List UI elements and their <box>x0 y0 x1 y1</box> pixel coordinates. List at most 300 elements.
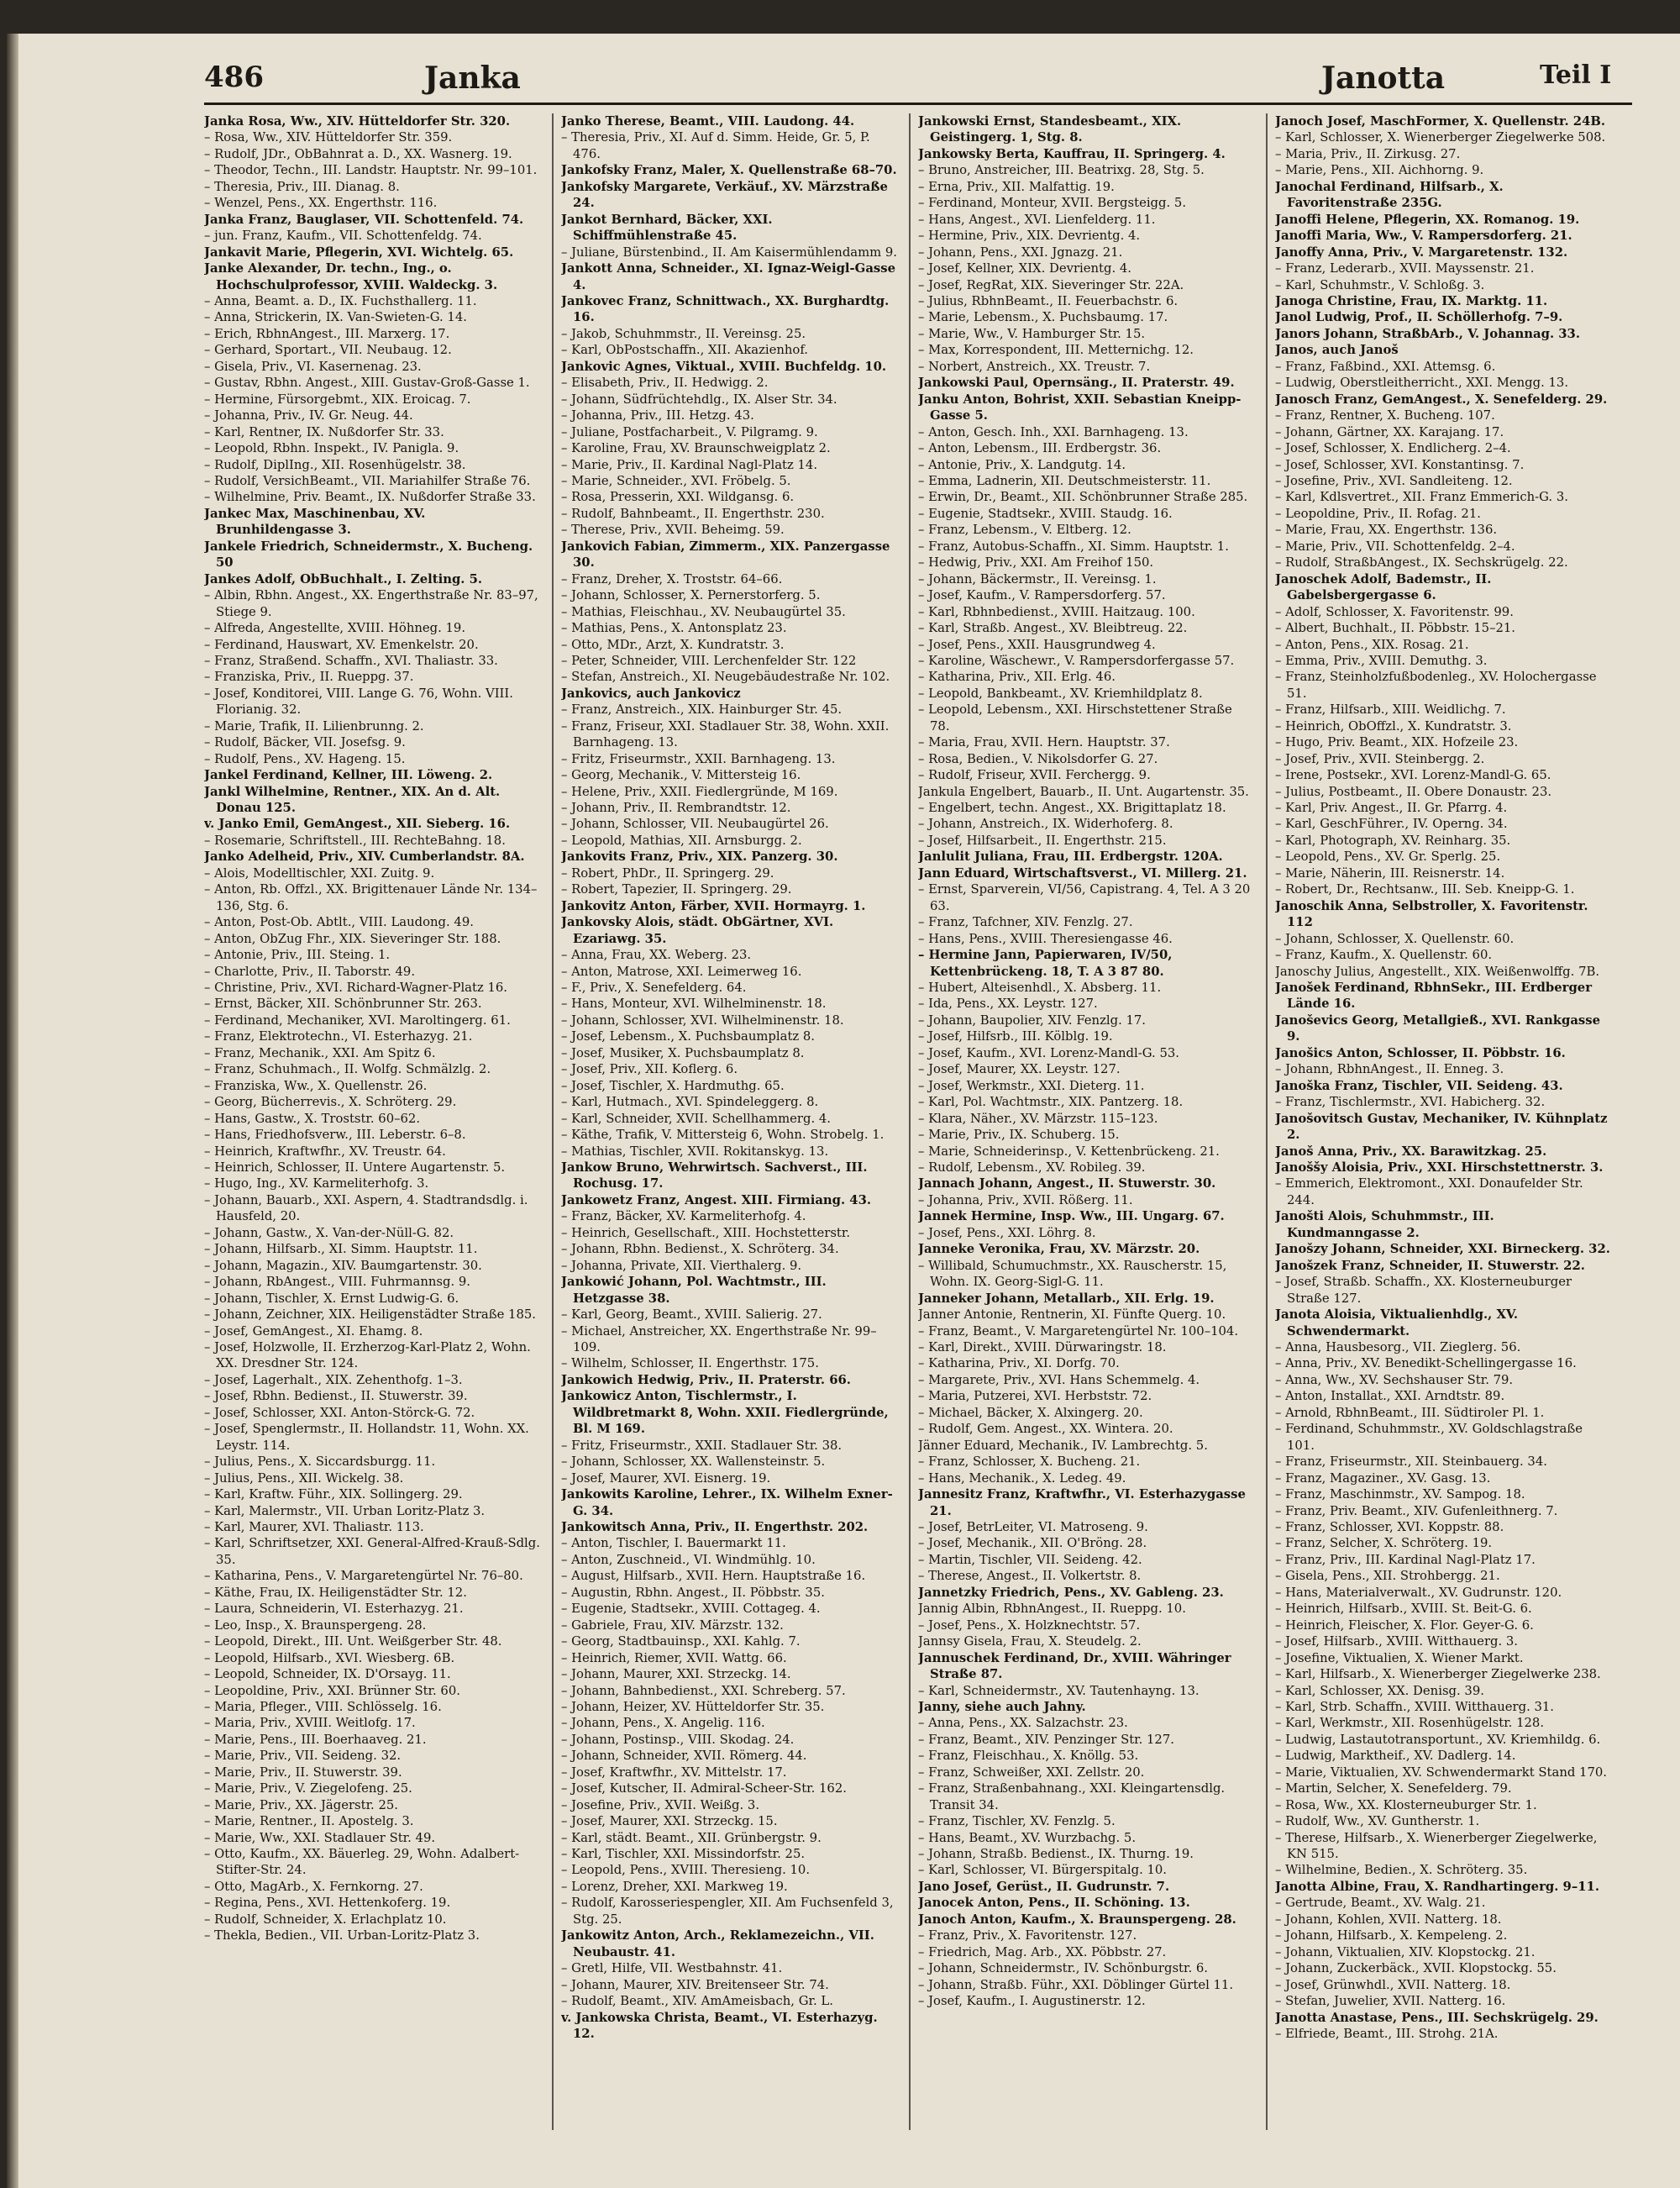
directory-entry: Jankowicz Anton, Tischlermstr., I. Wildbretmarkt 8, Wohn. XXII. Fiedlergründe, Bl. M 169. <box>561 1389 889 1437</box>
directory-entry: – Josef, Kaufm., V. Rampersdorferg. 57. <box>918 588 1166 603</box>
directory-entry: – Christine, Priv., XVI. Richard-Wagner-Platz 16. <box>204 981 507 996</box>
directory-entry: – Johann, Viktualien, XIV. Klopstockg. 21. <box>1275 1944 1536 1959</box>
directory-entry: – Norbert, Anstreich., XX. Treustr. 7. <box>918 359 1151 374</box>
directory-entry: Janota Aloisia, Viktualienhdlg., XV. Schwendermarkt. <box>1275 1307 1518 1339</box>
directory-entry: Jankovic Agnes, Viktual., XVIII. Buchfeldg. 10. <box>561 359 887 374</box>
directory-entry: – Josef, Maurer, XXI. Strzeckg. 15. <box>561 1814 778 1829</box>
directory-entry: – Marie, Schneider., XVI. Fröbelg. 5. <box>561 473 791 488</box>
directory-entry: – Leopold, Pens., XVIII. Theresieng. 10. <box>561 1863 811 1878</box>
directory-entry: – Karl, Kdlsvertret., XII. Franz Emmerich-G. 3. <box>1275 490 1568 505</box>
left-running-heading: Janka <box>424 60 521 96</box>
directory-entry: – Franz, Hilfsarb., XIII. Weidlichg. 7. <box>1275 702 1506 718</box>
directory-entry: – Josef, Kaufm., XVI. Lorenz-Mandl-G. 53. <box>918 1045 1179 1060</box>
directory-entry: – Martin, Selcher, X. Senefelderg. 79. <box>1275 1781 1512 1796</box>
directory-entry: – Josef, Kutscher, II. Admiral-Scheer-Str. 162. <box>561 1781 847 1796</box>
directory-entry: – Hans, Mechanik., X. Ledeg. 49. <box>918 1470 1126 1486</box>
directory-entry: – Franz, Anstreich., XIX. Hainburger Str. 45. <box>561 702 843 718</box>
directory-entry: – Charlotte, Priv., II. Taborstr. 49. <box>204 964 416 979</box>
directory-entry: – Heinrich, Riemer, XVII. Wattg. 66. <box>561 1650 787 1665</box>
directory-entry: – Hubert, Alteisenhdl., X. Absberg. 11. <box>918 981 1162 996</box>
directory-entry: – Anna, Priv., XV. Benedikt-Schellingergasse 16. <box>1275 1356 1577 1371</box>
directory-entry: – Johann, Maurer, XXI. Strzeckg. 14. <box>561 1667 791 1682</box>
directory-entry: – Franz, Rentner, X. Bucheng. 107. <box>1275 408 1495 423</box>
directory-entry: Jankot Bernhard, Bäcker, XXI. Schiffmühlenstraße 45. <box>561 212 773 244</box>
directory-entry: Jankovitz Anton, Färber, XVII. Hormayrg. 1. <box>561 898 866 913</box>
directory-entry: – Julius, RbhnBeamt., II. Feuerbachstr. 6. <box>918 293 1179 308</box>
directory-entry: – Karl, Straßb. Angest., XV. Bleibtreug. 22. <box>918 621 1188 636</box>
directory-entry: – Rudolf, DiplIng., XII. Rosenhügelstr. 38. <box>204 457 466 472</box>
directory-entry: – Franz, Priv., III. Kardinal Nagl-Platz 17. <box>1275 1552 1536 1567</box>
directory-entry: – Marie, Schneiderinsp., V. Kettenbrückeng. 21. <box>918 1144 1220 1159</box>
directory-entry: – Karl, Schlosser, VI. Bürgerspitalg. 10. <box>918 1863 1168 1878</box>
directory-entry: – Franz, Beamt., XIV. Penzinger Str. 127. <box>918 1732 1174 1747</box>
directory-entry: – Johann, RbAngest., VIII. Fuhrmannsg. 9. <box>204 1275 470 1290</box>
directory-entry: – Johanna, Priv., III. Hetzg. 43. <box>561 408 754 423</box>
directory-entry: – Ferdinand, Hauswart, XV. Emenkelstr. 20. <box>204 637 479 652</box>
directory-entry: – Otto, MagArb., X. Fernkorng. 27. <box>204 1879 423 1894</box>
directory-entry: Janoch Anton, Kaufm., X. Braunspergeng. 28. <box>918 1912 1236 1927</box>
directory-entry: – Karl, Werkmstr., XII. Rosenhügelstr. 128. <box>1275 1716 1545 1731</box>
directory-entry: – Karl, ObPostschaffn., XII. Akazienhof. <box>561 343 808 358</box>
directory-entry: – Franz, Magaziner., XV. Gasg. 13. <box>1275 1470 1491 1486</box>
directory-entry: Jankovich Fabian, Zimmerm., XIX. Panzergasse 30. <box>561 539 890 571</box>
directory-entry: Jann Eduard, Wirtschaftsverst., VI. Millerg. 21. <box>918 865 1247 881</box>
directory-entry: Janneker Johann, Metallarb., XII. Erlg. 19. <box>918 1291 1215 1306</box>
directory-entry: – Rudolf, Karosseriespengler, XII. Am Fuchsenfeld 3, Stg. 25. <box>561 1896 894 1927</box>
directory-entry: – Mathias, Tischler, XVII. Rokitanskyg. 13. <box>561 1144 829 1159</box>
directory-entry: – Franz, Lebensm., V. Eltberg. 12. <box>918 523 1131 538</box>
directory-entry: v. Jankowska Christa, Beamt., VI. Esterhazyg. 12. <box>561 2010 878 2042</box>
directory-entry: – Josef, Lagerhalt., XIX. Zehenthofg. 1–3. <box>204 1372 463 1387</box>
directory-entry: Jankula Engelbert, Bauarb., II. Unt. Augartenstr. 35. <box>918 784 1249 799</box>
directory-entry: – Leopold, Pens., XV. Gr. Sperlg. 25. <box>1275 849 1501 865</box>
directory-entry: – Karl, Georg, Beamt., XVIII. Salierig. 27. <box>561 1307 822 1323</box>
directory-entry: Janošek Ferdinand, RbhnSekr., III. Erdberger Lände 16. <box>1275 981 1592 1012</box>
directory-entry: Jankovics, auch Jankovicz <box>561 686 741 701</box>
directory-entry: – Franz, Beamt., V. Margaretengürtel Nr. 100–104. <box>918 1323 1239 1339</box>
directory-entry: – Marie, Pens., XII. Aichhorng. 9. <box>1275 163 1484 178</box>
directory-entry: Jankowski Paul, Opernsäng., II. Praterstr. 49. <box>918 376 1235 391</box>
directory-entry: – Johann, Tischler, X. Ernst Ludwig-G. 6. <box>204 1291 459 1306</box>
directory-entry: – Hugo, Priv. Beamt., XIX. Hofzeile 23. <box>1275 735 1519 750</box>
directory-entry: – Karl, Schlosser, XX. Denisg. 39. <box>1275 1683 1484 1698</box>
directory-entry: – Michael, Bäcker, X. Alxingerg. 20. <box>918 1405 1143 1420</box>
directory-entry: – Ludwig, Marktheif., XV. Dadlerg. 14. <box>1275 1749 1516 1764</box>
directory-entry: – Rudolf, Pens., XV. Hageng. 15. <box>204 751 406 766</box>
directory-entry: – Marie, Priv., VII. Schottenfeldg. 2–4. <box>1275 539 1515 554</box>
directory-entry: – Martin, Tischler, VII. Seideng. 42. <box>918 1552 1142 1567</box>
directory-entry: – Gabriele, Frau, XIV. Märzstr. 132. <box>561 1617 784 1633</box>
directory-entry: – Ferdinand, Monteur, XVII. Bergsteigg. 5. <box>918 196 1187 211</box>
directory-entry: – Josef, Rbhn. Bedienst., II. Stuwerstr. 39. <box>204 1389 468 1404</box>
directory-page <box>7 34 1680 2188</box>
directory-entry: – Johann, Magazin., XIV. Baumgartenstr. 30. <box>204 1258 482 1273</box>
directory-entry: – Katharina, Priv., XI. Dorfg. 70. <box>918 1356 1120 1371</box>
directory-entry: Jankes Adolf, ObBuchhalt., I. Zelting. 5. <box>204 571 483 586</box>
directory-entry: – Marie, Priv., XX. Jägerstr. 25. <box>204 1797 398 1812</box>
directory-entry: – Engelbert, techn. Angest., XX. Brigittaplatz 18. <box>918 801 1226 816</box>
directory-entry: – Leo, Insp., X. Braunspergeng. 28. <box>204 1617 427 1633</box>
directory-entry: – Leopold, Schneider, IX. D'Orsayg. 11. <box>204 1667 451 1682</box>
directory-entry: – Bruno, Anstreicher, III. Beatrixg. 28, Stg. 5. <box>918 163 1205 178</box>
directory-entry: – Ida, Pens., XX. Leystr. 127. <box>918 997 1098 1012</box>
directory-entry: – Wilhelmine, Bedien., X. Schröterg. 35. <box>1275 1863 1528 1878</box>
directory-entry: – Ernst, Sparverein, VI/56, Capistrang. 4, Tel. A 3 20 63. <box>918 882 1251 913</box>
directory-entry: – Josef, Priv., XVII. Steinbergg. 2. <box>1275 751 1485 766</box>
directory-entry: Jankowetz Franz, Angest. XIII. Firmiang. 43. <box>561 1192 872 1207</box>
directory-entry: – Anton, Rb. Offzl., XX. Brigittenauer Lände Nr. 134–136, Stg. 6. <box>204 882 538 913</box>
directory-entry: – Josef, Schlosser, XXI. Anton-Störck-G. 72. <box>204 1405 475 1420</box>
directory-entry: – Eugenie, Stadtsekr., XVIII. Staudg. 16. <box>918 506 1173 521</box>
directory-entry: – Johann, Pens., X. Angelig. 116. <box>561 1716 765 1731</box>
directory-entry: – Hans, Beamt., XV. Wurzbachg. 5. <box>918 1830 1137 1845</box>
directory-entry: – Franz, Bäcker, XV. Karmeliterhofg. 4. <box>561 1209 806 1224</box>
directory-entry: Jankofsky Franz, Maler, X. Quellenstraße 68–70. <box>561 163 897 178</box>
directory-entry: Jannek Hermine, Insp. Ww., III. Ungarg. 67. <box>918 1209 1225 1224</box>
directory-entry: – Johanna, Private, XII. Vierthalerg. 9. <box>561 1258 802 1273</box>
directory-entry: – Julius, Pens., X. Siccardsburgg. 11. <box>204 1454 436 1470</box>
directory-entry: – Franz, Faßbind., XXI. Attemsg. 6. <box>1275 359 1496 374</box>
directory-entry: – Franz, Elektrotechn., VI. Esterhazyg. 21. <box>204 1029 473 1044</box>
directory-entry: – Augustin, Rbhn. Angest., II. Pöbbstr. 35. <box>561 1585 825 1600</box>
directory-entry: – Franz, Friseurmstr., XII. Steinbauerg. 34. <box>1275 1454 1547 1470</box>
column-3 <box>918 113 1254 2130</box>
directory-entry: – Antonie, Priv., X. Landgutg. 14. <box>918 457 1126 472</box>
directory-entry: – Rosa, Bedien., V. Nikolsdorfer G. 27. <box>918 751 1158 766</box>
directory-entry: Janors Johann, StraßbArb., V. Johannag. 33. <box>1275 326 1581 341</box>
directory-entry: – Franziska, Ww., X. Quellenstr. 26. <box>204 1078 428 1093</box>
directory-entry: – Wilhelm, Schlosser, II. Engerthstr. 175. <box>561 1356 819 1371</box>
directory-entry: – Juliane, Postfacharbeit., V. Pilgramg. 9. <box>561 424 818 439</box>
directory-entry: – Karl, Schriftsetzer, XXI. General-Alfred-Krauß-Sdlg. 35. <box>204 1536 540 1567</box>
directory-entry: Janoga Christine, Frau, IX. Marktg. 11. <box>1275 293 1548 308</box>
directory-entry: Janol Ludwig, Prof., II. Schöllerhofg. 7–9. <box>1275 310 1563 325</box>
directory-entry: – Franziska, Priv., II. Rueppg. 37. <box>204 670 414 685</box>
directory-entry: – Anton, Tischler, I. Bauermarkt 11. <box>561 1536 786 1551</box>
directory-entry: – Josef, Holzwolle, II. Erzherzog-Karl-Platz 2, Wohn. XX. Dresdner Str. 124. <box>204 1339 531 1371</box>
directory-entry: – Anton, Zuschneid., VI. Windmühlg. 10. <box>561 1552 816 1567</box>
directory-entry: – Emma, Priv., XVIII. Demuthg. 3. <box>1275 653 1488 668</box>
directory-entry: – Karl, Maurer, XVI. Thaliastr. 113. <box>204 1519 424 1534</box>
directory-entry: – Gisela, Pens., XII. Strohbergg. 21. <box>1275 1569 1500 1584</box>
directory-entry: – Johann, Bahnbedienst., XXI. Schreberg. 57. <box>561 1683 846 1698</box>
directory-columns <box>204 113 1632 2130</box>
directory-entry: – Franz, Tischler, XV. Fenzlg. 5. <box>918 1814 1116 1829</box>
directory-entry: – Anna, Beamt. a. D., IX. Fuchsthallerg. 11. <box>204 293 477 308</box>
directory-entry: – Karl, Strb. Schaffn., XVIII. Witthauerg. 31. <box>1275 1699 1555 1714</box>
directory-entry: Janocek Anton, Pens., II. Schöning. 13. <box>918 1896 1190 1911</box>
directory-entry: – Hedwig, Priv., XXI. Am Freihof 150. <box>918 555 1154 571</box>
directory-entry: – Gretl, Hilfe, VII. Westbahnstr. 41. <box>561 1961 783 1976</box>
directory-entry: – Anna, Strickerin, IX. Van-Swieten-G. 14. <box>204 310 467 325</box>
directory-entry: – Josef, GemAngest., XI. Ehamg. 8. <box>204 1323 423 1339</box>
directory-entry: – Rudolf, JDr., ObBahnrat a. D., XX. Wasnerg. 19. <box>204 146 512 161</box>
column-divider <box>1266 113 1268 2130</box>
directory-entry: – Karl, Kraftw. Führ., XIX. Sollingerg. 29. <box>204 1487 463 1502</box>
directory-entry: – Hans, Gastw., X. Troststr. 60–62. <box>204 1111 421 1126</box>
directory-entry: Jannuschek Ferdinand, Dr., XVIII. Währinger Straße 87. <box>918 1650 1231 1682</box>
column-1 <box>204 113 540 2130</box>
directory-entry: – Leopold, Hilfsarb., XVI. Wiesberg. 6B. <box>204 1650 455 1665</box>
directory-entry: – Ludwig, Lastautotransportunt., XV. Kriemhildg. 6. <box>1275 1732 1601 1747</box>
directory-entry: – Rudolf, StraßbAngest., IX. Sechskrügelg. 22. <box>1275 555 1568 571</box>
directory-entry: Janner Antonie, Rentnerin, XI. Fünfte Querg. 10. <box>918 1307 1226 1323</box>
directory-entry: – Rudolf, Bahnbeamt., II. Engerthstr. 230. <box>561 506 825 521</box>
directory-entry: – Anton, Installat., XXI. Arndtstr. 89. <box>1275 1389 1505 1404</box>
directory-entry: – Josef, Hilfsarbeit., II. Engerthstr. 215. <box>918 833 1167 848</box>
directory-entry: Jankowich Hedwig, Priv., II. Praterstr. 66. <box>561 1372 851 1387</box>
directory-entry: – Therese, Angest., II. Volkertstr. 8. <box>918 1569 1142 1584</box>
directory-entry: – Elisabeth, Priv., II. Hedwigg. 2. <box>561 376 769 391</box>
directory-entry: – Johann, Kohlen, XVII. Natterg. 18. <box>1275 1912 1502 1927</box>
directory-entry: – Gisela, Priv., VI. Kasernenag. 23. <box>204 359 422 374</box>
directory-entry: – Albin, Rbhn. Angest., XX. Engerthstraße Nr. 83–97, Stiege 9. <box>204 588 538 619</box>
directory-entry: – Karl, Rentner, IX. Nußdorfer Str. 33. <box>204 424 444 439</box>
directory-entry: – Franz, Fleischhau., X. Knöllg. 53. <box>918 1749 1139 1764</box>
directory-entry: – Johann, Südfrüchtehdlg., IX. Alser Str. 34. <box>561 392 837 407</box>
directory-entry: – Hugo, Ing., XV. Karmeliterhofg. 3. <box>204 1176 429 1191</box>
directory-entry: Jankovec Franz, Schnittwach., XX. Burghardtg. 16. <box>561 293 890 325</box>
directory-entry: – Adolf, Schlosser, X. Favoritenstr. 99. <box>1275 604 1514 619</box>
directory-entry: Jankel Ferdinand, Kellner, III. Löweng. 2. <box>204 768 493 783</box>
directory-entry: – Josefine, Viktualien, X. Wiener Markt. <box>1275 1650 1524 1665</box>
directory-entry: – Karl, Schlosser, X. Wienerberger Ziegelwerke 508. <box>1275 130 1606 145</box>
directory-entry: Janke Alexander, Dr. techn., Ing., o. Hochschulprofessor, XVIII. Waldeckg. 3. <box>204 261 498 292</box>
directory-entry: – Ernst, Bäcker, XII. Schönbrunner Str. 263. <box>204 997 482 1012</box>
directory-entry: – Franz, Autobus-Schaffn., XI. Simm. Hauptstr. 1. <box>918 539 1229 554</box>
directory-entry: – Johann, Maurer, XIV. Breitenseer Str. 74. <box>561 1977 829 1992</box>
directory-entry: – Willibald, Schumuchmstr., XX. Rauscherstr. 15, Wohn. IX. Georg-Sigl-G. 11. <box>918 1258 1227 1290</box>
directory-entry: – Josef, Kaufm., I. Augustinerstr. 12. <box>918 1994 1146 2009</box>
directory-entry: – Eugenie, Stadtsekr., XVIII. Cottageg. 4. <box>561 1602 821 1617</box>
directory-entry: – Fritz, Friseurmstr., XXII. Barnhageng. 13. <box>561 751 836 766</box>
directory-entry: Janošics Anton, Schlosser, II. Pöbbstr. 16. <box>1275 1045 1566 1060</box>
directory-entry: – August, Hilfsarb., XVII. Hern. Hauptstraße 16. <box>561 1569 866 1584</box>
directory-entry: – Marie, Priv., V. Ziegelofeng. 25. <box>204 1781 412 1796</box>
directory-entry: – Hans, Friedhofsverw., III. Leberstr. 6–8. <box>204 1128 466 1143</box>
directory-entry: – Karl, Hutmach., XVI. Spindeleggerg. 8. <box>561 1095 819 1110</box>
directory-entry: – Hermine, Priv., XIX. Devrientg. 4. <box>918 229 1141 244</box>
directory-entry: – Katharina, Priv., XII. Erlg. 46. <box>918 670 1116 685</box>
book-binding-shadow <box>7 34 18 2188</box>
directory-entry: – Hermine, Fürsorgebmt., XIX. Eroicag. 7. <box>204 392 471 407</box>
directory-entry: – Johann, Bauarb., XXI. Aspern, 4. Stadtrandsdlg. i. Hausfeld, 20. <box>204 1192 528 1224</box>
directory-entry: – Anna, Ww., XV. Sechshauser Str. 79. <box>1275 1372 1514 1387</box>
directory-entry: – Elfriede, Beamt., III. Strohg. 21A. <box>1275 2027 1499 2042</box>
directory-entry: – Franz, Schlosser, XVI. Koppstr. 88. <box>1275 1519 1504 1534</box>
directory-entry: – Johann, Anstreich., IX. Widerhoferg. 8. <box>918 817 1173 832</box>
directory-entry: – Otto, MDr., Arzt, X. Kundratstr. 3. <box>561 637 785 652</box>
directory-entry: – Rosa, Ww., XIV. Hütteldorfer Str. 359. <box>204 130 453 145</box>
directory-entry: – Rosa, Ww., XX. Klosterneuburger Str. 1. <box>1275 1797 1537 1812</box>
directory-entry: – Josef, RegRat, XIX. Sieveringer Str. 22A. <box>918 277 1184 292</box>
directory-entry: – Josef, Pens., X. Holzknechtstr. 57. <box>918 1617 1141 1633</box>
directory-entry: – Josef, BetrLeiter, VI. Matroseng. 9. <box>918 1519 1148 1534</box>
directory-entry: – Franz, Selcher, X. Schröterg. 19. <box>1275 1536 1493 1551</box>
directory-entry: Janka Franz, Bauglaser, VII. Schottenfeld. 74. <box>204 212 524 227</box>
directory-entry: – Josefine, Priv., XVII. Weißg. 3. <box>561 1797 760 1812</box>
directory-entry: – Marie, Priv., VII. Seideng. 32. <box>204 1749 402 1764</box>
directory-entry: – Marie, Frau, XX. Engerthstr. 136. <box>1275 523 1498 538</box>
directory-entry: – Hermine Jann, Papierwaren, IV/50, Kettenbrückeng. 18, T. A 3 87 80. <box>918 948 1173 979</box>
directory-entry: – Leopold, Lebensm., XXI. Hirschstettener Straße 78. <box>918 702 1232 734</box>
directory-entry: – Fritz, Friseurmstr., XXII. Stadlauer Str. 38. <box>561 1438 843 1453</box>
directory-entry: Jankowić Johann, Pol. Wachtmstr., III. Hetzgasse 38. <box>561 1275 827 1306</box>
directory-entry: Janošti Alois, Schuhmmstr., III. Kundmanngasse 2. <box>1275 1209 1494 1240</box>
directory-entry: – Wilhelmine, Priv. Beamt., IX. Nußdorfer Straße 33. <box>204 490 536 505</box>
directory-entry: – Karl, Priv. Angest., II. Gr. Pfarrg. 4. <box>1275 801 1508 816</box>
directory-entry: Janlulit Juliana, Frau, III. Erdbergstr. 120A. <box>918 849 1223 865</box>
directory-entry: – Marie, Priv., II. Kardinal Nagl-Platz 14. <box>561 457 818 472</box>
directory-entry: – Emmerich, Elektromont., XXI. Donaufelder Str. 244. <box>1275 1176 1583 1207</box>
directory-entry: Jankl Wilhelmine, Rentner., XIX. An d. Alt. Donau 125. <box>204 784 501 816</box>
directory-entry: – Gustav, Rbhn. Angest., XIII. Gustav-Groß-Gasse 1. <box>204 376 530 391</box>
directory-entry: – Karl, Schuhmstr., V. Schloßg. 3. <box>1275 277 1485 292</box>
directory-entry: – Therese, Hilfsarb., X. Wienerberger Ziegelwerke, KN 515. <box>1275 1830 1598 1862</box>
directory-entry: – Arnold, RbhnBeamt., III. Südtiroler Pl. 1. <box>1275 1405 1545 1420</box>
directory-entry: – Otto, Kaufm., XX. Bäuerleg. 29, Wohn. Adalbert-Stifter-Str. 24. <box>204 1847 520 1878</box>
directory-entry: – Anton, ObZug Fhr., XIX. Sieveringer Str. 188. <box>204 931 501 946</box>
directory-entry: Jannig Albin, RbhnAngest., II. Rueppg. 10. <box>918 1602 1186 1617</box>
directory-entry: – Franz, Kaufm., X. Quellenstr. 60. <box>1275 948 1493 963</box>
directory-entry: Jannach Johann, Angest., II. Stuwerstr. 30. <box>918 1176 1216 1191</box>
directory-entry: – Karl, Direkt., XVIII. Dürwaringstr. 18. <box>918 1339 1167 1354</box>
directory-entry: – Marie, Rentner., II. Apostelg. 3. <box>204 1814 414 1829</box>
directory-entry: – Max, Korrespondent, III. Metternichg. 12. <box>918 343 1194 358</box>
directory-entry: – Marie, Ww., XXI. Stadlauer Str. 49. <box>204 1830 436 1845</box>
directory-entry: – Leopold, Rbhn. Inspekt., IV. Panigla. 9. <box>204 441 459 456</box>
directory-entry: – Josefine, Priv., XVI. Sandleiteng. 12. <box>1275 473 1513 488</box>
directory-entry: – Karl, Rbhnbedienst., XVIII. Haitzaug. 100. <box>918 604 1195 619</box>
directory-entry: – Karl, Tischler, XXI. Missindorfstr. 25. <box>561 1847 806 1862</box>
column-4 <box>1275 113 1611 2130</box>
page-number: 486 <box>204 60 264 94</box>
directory-entry: – Johann, Zeichner, XIX. Heiligenstädter Straße 185. <box>204 1307 537 1323</box>
directory-entry: Jannsy Gisela, Frau, X. Steudelg. 2. <box>918 1634 1142 1649</box>
directory-entry: Jannetzky Friedrich, Pens., XV. Gableng. 23. <box>918 1585 1224 1600</box>
directory-entry: – Karoline, Frau, XV. Braunschweigplatz 2. <box>561 441 831 456</box>
directory-entry: – Georg, Mechanik., V. Mittersteig 16. <box>561 768 801 783</box>
directory-entry: Janoška Franz, Tischler, VII. Seideng. 43. <box>1275 1078 1563 1093</box>
directory-entry: – Anton, Pens., XIX. Rosag. 21. <box>1275 637 1469 652</box>
directory-entry: Janku Anton, Bohrist, XXII. Sebastian Kneipp-Gasse 5. <box>918 392 1242 423</box>
directory-entry: – Johann, Gärtner, XX. Karajang. 17. <box>1275 424 1504 439</box>
directory-entry: – Franz, Priv., X. Favoritenstr. 127. <box>918 1928 1137 1943</box>
directory-entry: – Robert, PhDr., II. Springerg. 29. <box>561 865 774 881</box>
directory-entry: – Johann, Schlosser, X. Quellenstr. 60. <box>1275 931 1515 946</box>
directory-entry: – Theresia, Priv., III. Dianag. 8. <box>204 179 400 194</box>
directory-entry: Janos, auch Janoš <box>1275 343 1399 358</box>
directory-entry: – Hans, Materialverwalt., XV. Gudrunstr. 120. <box>1275 1585 1562 1600</box>
directory-entry: – Franz, Friseur, XXI. Stadlauer Str. 38, Wohn. XXII. Barnhageng. 13. <box>561 718 890 750</box>
directory-entry: – Robert, Dr., Rechtsanw., III. Seb. Kneipp-G. 1. <box>1275 882 1575 897</box>
directory-entry: – Josef, Hilfsarb., XVIII. Witthauerg. 3. <box>1275 1634 1519 1649</box>
directory-entry: – Johann, RbhnAngest., II. Enneg. 3. <box>1275 1062 1504 1077</box>
directory-entry: – Margarete, Priv., XVI. Hans Schemmelg. 4. <box>918 1372 1200 1387</box>
directory-entry: – Johann, Schlosser, XVI. Wilhelminenstr. 18. <box>561 1012 844 1028</box>
directory-entry: – Stefan, Juwelier, XVII. Natterg. 16. <box>1275 1994 1506 2009</box>
directory-entry: – Alfreda, Angestellte, XVIII. Höhneg. 19. <box>204 621 466 636</box>
directory-entry: – Theresia, Priv., XI. Auf d. Simm. Heide, Gr. 5, P. 476. <box>561 130 870 161</box>
directory-entry: Janka Rosa, Ww., XIV. Hütteldorfer Str. 320. <box>204 114 511 129</box>
directory-entry: – Karl, Schneidermstr., XV. Tautenhayng. 13. <box>918 1683 1200 1698</box>
directory-entry: – Karl, GeschFührer., IV. Operng. 34. <box>1275 817 1508 832</box>
directory-entry: – jun. Franz, Kaufm., VII. Schottenfeldg. 74. <box>204 229 482 244</box>
directory-entry: Janotta Anastase, Pens., III. Sechskrügelg. 29. <box>1275 2010 1599 2025</box>
directory-entry: – Josef, Musiker, X. Puchsbaumplatz 8. <box>561 1045 805 1060</box>
directory-entry: – Marie, Ww., V. Hamburger Str. 15. <box>918 326 1146 341</box>
directory-entry: – Maria, Priv., XVIII. Weitlofg. 17. <box>204 1716 416 1731</box>
column-2 <box>561 113 897 2130</box>
header-rule <box>204 103 1632 105</box>
directory-entry: – Rudolf, Gem. Angest., XX. Wintera. 20. <box>918 1422 1173 1437</box>
directory-entry: – Therese, Priv., XVII. Beheimg. 59. <box>561 523 785 538</box>
directory-entry: – Heinrich, Gesellschaft., XIII. Hochstetterstr. <box>561 1225 851 1240</box>
directory-entry: Janoch Josef, MaschFormer, X. Quellenstr. 24B. <box>1275 114 1606 129</box>
directory-entry: – Johann, Zuckerbäck., XVII. Klopstockg. 55. <box>1275 1961 1557 1976</box>
directory-entry: – Franz, Lederarb., XVII. Mayssenstr. 21. <box>1275 261 1535 276</box>
directory-entry: – Mathias, Fleischhau., XV. Neubaugürtel 35. <box>561 604 846 619</box>
directory-entry: – Franz, Mechanik., XXI. Am Spitz 6. <box>204 1045 436 1060</box>
directory-entry: – Lorenz, Dreher, XXI. Markweg 19. <box>561 1879 788 1894</box>
directory-entry: – Johann, Schlosser, X. Pernerstorferg. 5. <box>561 588 821 603</box>
part-label: Teil I <box>1540 60 1612 90</box>
directory-entry: Janotta Albine, Frau, X. Randhartingerg. 9–11. <box>1275 1879 1599 1894</box>
directory-entry: – Josef, Pens., XXII. Hausgrundweg 4. <box>918 637 1156 652</box>
directory-entry: – Franz, Maschinmstr., XV. Sampog. 18. <box>1275 1487 1525 1502</box>
directory-entry: – Georg, Stadtbauinsp., XXI. Kahlg. 7. <box>561 1634 801 1649</box>
directory-entry: – Juliane, Bürstenbind., II. Am Kaisermühlendamm 9. <box>561 245 897 260</box>
directory-entry: – Käthe, Trafik, V. Mittersteig 6, Wohn. Strobelg. 1. <box>561 1128 885 1143</box>
directory-entry: – Marie, Priv., IX. Schuberg. 15. <box>918 1128 1120 1143</box>
directory-entry: – Mathias, Pens., X. Antonsplatz 23. <box>561 621 787 636</box>
directory-entry: – Karl, städt. Beamt., XII. Grünbergstr. 9. <box>561 1830 822 1845</box>
directory-entry: Janošzek Franz, Schneider, II. Stuwerstr. 22. <box>1275 1258 1585 1273</box>
directory-entry: Janoschik Anna, Selbstroller, X. Favoritenstr. 112 <box>1275 898 1588 930</box>
directory-entry: – Johann, Hilfsarb., X. Kempeleng. 2. <box>1275 1928 1508 1943</box>
directory-entry: – Anton, Matrose, XXI. Leimerweg 16. <box>561 964 802 979</box>
directory-entry: – Marie, Lebensm., X. Puchsbaumg. 17. <box>918 310 1168 325</box>
directory-entry: – Rosemarie, Schriftstell., III. RechteBahng. 18. <box>204 833 506 848</box>
directory-entry: – Franz, Straßenbahnang., XXI. Kleingartensdlg. Transit 34. <box>918 1781 1226 1812</box>
directory-entry: – Johann, Bäckermstr., II. Vereinsg. 1. <box>918 571 1157 586</box>
directory-entry: – Jakob, Schuhmmstr., II. Vereinsg. 25. <box>561 326 806 341</box>
directory-entry: – Anton, Post-Ob. Abtlt., VIII. Laudong. 49. <box>204 915 474 930</box>
directory-entry: – Karl, Pol. Wachtmstr., XIX. Pantzerg. 18. <box>918 1095 1184 1110</box>
directory-entry: – Josef, Maurer, XX. Leystr. 127. <box>918 1062 1121 1077</box>
directory-entry: – Josef, Priv., XII. Koflerg. 6. <box>561 1062 738 1077</box>
directory-entry: – Gertrude, Beamt., XV. Walg. 21. <box>1275 1896 1486 1911</box>
directory-entry: – Antonie, Priv., III. Steing. 1. <box>204 948 391 963</box>
directory-entry: – Karl, Photograph, XV. Reinharg. 35. <box>1275 833 1511 848</box>
directory-entry: – Josef, Grünwhdl., XVII. Natterg. 18. <box>1275 1977 1511 1992</box>
directory-entry: Janoššy Aloisia, Priv., XXI. Hirschstettnerstr. 3. <box>1275 1160 1604 1175</box>
directory-entry: Janny, siehe auch Jahny. <box>918 1699 1086 1714</box>
directory-entry: – Johann, Hilfsarb., XI. Simm. Hauptstr. 11. <box>204 1242 478 1257</box>
directory-entry: – Johann, Postinsp., VIII. Skodag. 24. <box>561 1732 795 1747</box>
directory-entry: – Johann, Schneidermstr., IV. Schönburgstr. 6. <box>918 1961 1208 1976</box>
directory-entry: Jankowitsch Anna, Priv., II. Engerthstr. 202. <box>561 1519 869 1534</box>
directory-entry: – Käthe, Frau, IX. Heiligenstädter Str. 12. <box>204 1585 467 1600</box>
directory-entry: – Robert, Tapezier, II. Springerg. 29. <box>561 882 792 897</box>
directory-entry: – Anton, Lebensm., III. Erdbergstr. 36. <box>918 441 1162 456</box>
directory-entry: – Johann, Pens., XXI. Jgnazg. 21. <box>918 245 1123 260</box>
directory-entry: Janošovitsch Gustav, Mechaniker, IV. Kühnplatz 2. <box>1275 1111 1608 1143</box>
directory-entry: Janoffi Helene, Pflegerin, XX. Romanog. 19. <box>1275 212 1580 227</box>
directory-entry: – Katharina, Pens., V. Margaretengürtel Nr. 76–80. <box>204 1569 523 1584</box>
column-divider <box>552 113 554 2130</box>
directory-entry: – Anna, Frau, XX. Weberg. 23. <box>561 948 752 963</box>
